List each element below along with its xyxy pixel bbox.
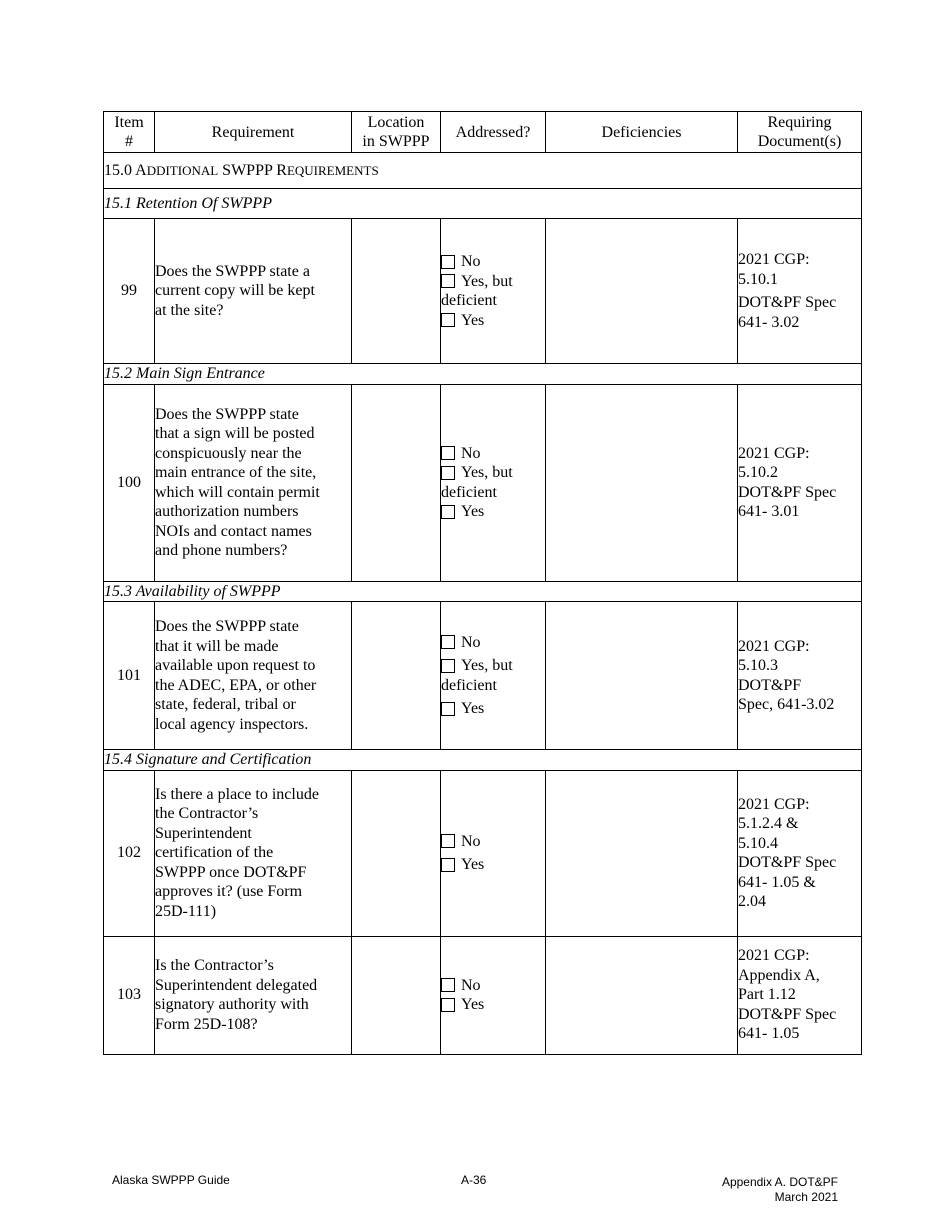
- footer-left: Alaska SWPPP Guide: [112, 1173, 230, 1187]
- requiring-documents: 2021 CGP: 5.10.2 DOT&PF Spec 641- 3.01: [738, 384, 862, 581]
- deficiencies-cell: [546, 384, 738, 581]
- checkbox[interactable]: [441, 659, 455, 673]
- option-no[interactable]: No: [441, 633, 545, 653]
- header-row: [104, 112, 862, 153]
- item-number: 102: [104, 770, 155, 936]
- checkbox[interactable]: [441, 702, 455, 716]
- checkbox[interactable]: [441, 446, 455, 460]
- addressed-options: No Yes, but deficient Yes: [441, 384, 546, 581]
- option-yes[interactable]: Yes: [441, 995, 545, 1015]
- option-no[interactable]: No: [441, 832, 545, 852]
- header-deficiencies: Deficiencies: [546, 112, 738, 153]
- subsection-title: 15.3 Availability of SWPPP: [104, 581, 862, 602]
- table-row: [104, 219, 862, 364]
- checkbox[interactable]: [441, 274, 455, 288]
- addressed-options: No Yes, but deficient Yes: [441, 219, 546, 364]
- checkbox[interactable]: [441, 505, 455, 519]
- item-number: 100: [104, 384, 155, 581]
- option-yes[interactable]: Yes: [441, 502, 545, 522]
- option-yes[interactable]: Yes: [441, 699, 545, 719]
- item-number: 101: [104, 602, 155, 750]
- addressed-options: [441, 936, 546, 1054]
- location-cell: [352, 770, 441, 936]
- option-yes[interactable]: Yes: [441, 311, 545, 331]
- addressed-options: No Yes, but deficient Yes: [441, 602, 546, 750]
- addressed-options: [441, 770, 546, 936]
- location-cell: [352, 219, 441, 364]
- location-cell: [352, 384, 441, 581]
- checkbox[interactable]: [441, 466, 455, 480]
- requirement-text: Is the Contractor’s Superintendent delegated signatory authority with Form 25D-108?: [155, 936, 352, 1054]
- checkbox[interactable]: [441, 834, 455, 848]
- item-number: 103: [104, 936, 155, 1054]
- requirements-table: [103, 111, 862, 1055]
- requirement-text: Is there a place to include the Contractor’s Superintendent certification of the SWPPP once DOT&PF approves it? (use Form 25D-111): [155, 770, 352, 936]
- option-no[interactable]: No: [441, 252, 545, 272]
- requirement-text: Does the SWPPP state that a sign will be posted conspicuously near the main entrance of the site, which will contain permit authorization numbers NOIs and contact names and phone numbers?: [155, 384, 352, 581]
- option-no[interactable]: No: [441, 976, 545, 996]
- location-cell: [352, 936, 441, 1054]
- section-title: 15.0 ADDITIONAL SWPPP REQUIREMENTS: [104, 153, 862, 189]
- option-yes-but-deficient[interactable]: Yes, but: [441, 463, 545, 483]
- checkbox[interactable]: [441, 858, 455, 872]
- deficiencies-cell: [546, 602, 738, 750]
- header-requirement: Requirement: [155, 112, 352, 153]
- subsection-row: [104, 189, 862, 219]
- requiring-documents: 2021 CGP: 5.10.3 DOT&PF Spec, 641-3.02: [738, 602, 862, 750]
- checkbox[interactable]: [441, 635, 455, 649]
- subsection-row: [104, 581, 862, 602]
- requirement-text: Does the SWPPP state a current copy will be kept at the site?: [155, 219, 352, 364]
- requiring-documents: 2021 CGP: 5.1.2.4 & 5.10.4 DOT&PF Spec 641- 1.05 & 2.04: [738, 770, 862, 936]
- table-row: [104, 384, 862, 581]
- deficiencies-cell: [546, 219, 738, 364]
- checkbox[interactable]: [441, 313, 455, 327]
- page-number: A-36: [461, 1173, 487, 1187]
- option-no[interactable]: No: [441, 444, 545, 464]
- requiring-documents: 2021 CGP: Appendix A, Part 1.12 DOT&PF Spec 641- 1.05: [738, 936, 862, 1054]
- table-row: [104, 770, 862, 936]
- location-cell: [352, 602, 441, 750]
- option-yes-but-deficient[interactable]: Yes, but: [441, 656, 545, 676]
- item-number: 99: [104, 219, 155, 364]
- section-row: [104, 153, 862, 189]
- table-row: [104, 936, 862, 1054]
- checkbox[interactable]: [441, 255, 455, 269]
- subsection-row: [104, 750, 862, 771]
- header-requiring-documents: Requiring Document(s): [738, 112, 862, 153]
- checkbox[interactable]: [441, 978, 455, 992]
- footer-right: Appendix A. DOT&PF March 2021: [721, 1175, 838, 1204]
- checkbox[interactable]: [441, 998, 455, 1012]
- header-location: Location in SWPPP: [352, 112, 441, 153]
- subsection-title: 15.1 Retention Of SWPPP: [104, 189, 862, 219]
- option-yes-but-deficient[interactable]: Yes, but: [441, 272, 545, 292]
- deficiencies-cell: [546, 770, 738, 936]
- subsection-title: 15.4 Signature and Certification: [104, 750, 862, 771]
- subsection-row: [104, 364, 862, 385]
- option-yes[interactable]: Yes: [441, 855, 545, 875]
- subsection-title: 15.2 Main Sign Entrance: [104, 364, 862, 385]
- header-item: Item #: [104, 112, 155, 153]
- header-addressed: Addressed?: [441, 112, 546, 153]
- requirement-text: Does the SWPPP state that it will be made available upon request to the ADEC, EPA, or other state, federal, tribal or local agency inspectors.: [155, 602, 352, 750]
- deficiencies-cell: [546, 936, 738, 1054]
- requiring-documents: 2021 CGP: 5.10.1 DOT&PF Spec 641- 3.02: [738, 219, 862, 364]
- table-row: [104, 602, 862, 750]
